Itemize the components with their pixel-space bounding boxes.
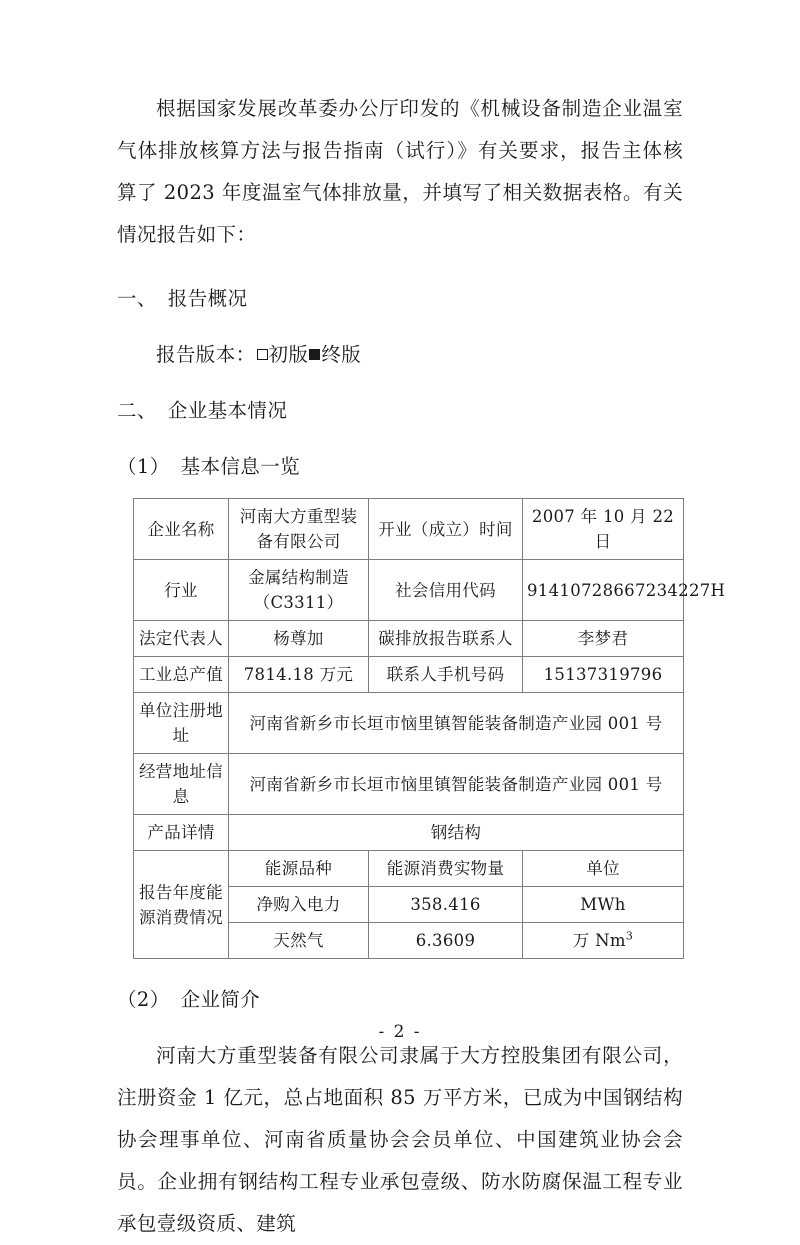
cell-legal-rep-label: 法定代表人 — [134, 621, 229, 657]
cell-phone-label: 联系人手机号码 — [369, 657, 523, 693]
cell-energy-row2-unit — [523, 923, 684, 959]
energy-unit-prefix: 万 Nm — [572, 931, 626, 950]
cell-output-value-value: 7814.18 万元 — [229, 657, 369, 693]
section-heading-one — [117, 278, 683, 320]
cell-business-address-value: 河南省新乡市长垣市恼里镇智能装备制造产业园 001 号 — [229, 754, 684, 815]
table-row — [134, 621, 684, 657]
report-version-line — [117, 334, 683, 376]
cell-energy-row2-type: 天然气 — [229, 923, 369, 959]
intro-paragraph: 根据国家发展改革委办公厅印发的《机械设备制造企业温室气体排放核算方法与报告指南（试行）》有关要求，报告主体核算了 2023 年度温室气体排放量，并填写了相关数据表格。有关情况报告如下： — [117, 97, 683, 246]
cell-output-value-label: 工业总产值 — [134, 657, 229, 693]
cell-legal-rep-value: 杨尊加 — [229, 621, 369, 657]
checkbox-final-version[interactable] — [309, 349, 320, 360]
cell-phone-value: 15137319796 — [523, 657, 684, 693]
spacer — [117, 264, 683, 278]
cell-energy-header-unit: 单位 — [523, 851, 684, 887]
cell-energy-header-type: 能源品种 — [229, 851, 369, 887]
subsection-one-number: （1） — [117, 455, 170, 478]
cell-energy-label: 报告年度能源消费情况 — [134, 851, 229, 959]
spacer — [117, 376, 683, 390]
cell-company-name-label: 企业名称 — [134, 499, 229, 560]
page-content — [117, 88, 726, 1245]
table-row — [134, 754, 684, 815]
table-row — [134, 657, 684, 693]
spacer — [117, 959, 683, 979]
cell-energy-header-amount: 能源消费实物量 — [369, 851, 523, 887]
cell-registered-address-label: 单位注册地址 — [134, 693, 229, 754]
section-two-number: 二、 — [117, 399, 157, 422]
cell-contact-label: 碳排放报告联系人 — [369, 621, 523, 657]
cell-product-value: 钢结构 — [229, 815, 684, 851]
cell-credit-code-label: 社会信用代码 — [369, 560, 523, 621]
cell-registered-address-value: 河南省新乡市长垣市恼里镇智能装备制造产业园 001 号 — [229, 693, 684, 754]
table-row — [134, 815, 684, 851]
cell-energy-row1-unit: MWh — [523, 887, 684, 923]
spacer — [117, 320, 683, 334]
cell-open-date-value: 2007 年 10 月 22 日 — [523, 499, 684, 560]
cell-energy-row2-amount: 6.3609 — [369, 923, 523, 959]
cell-company-name-value: 河南大方重型装备有限公司 — [229, 499, 369, 560]
report-version-final-label: 终版 — [321, 343, 362, 366]
cell-industry-value: 金属结构制造（C3311） — [229, 560, 369, 621]
subsection-two-number: （2） — [117, 988, 170, 1011]
subsection-heading-one — [117, 446, 683, 488]
table-row — [134, 499, 684, 560]
page-footer: - 2 - — [378, 1022, 422, 1042]
section-heading-two — [117, 390, 683, 432]
cell-credit-code-value: 91410728667234227H — [523, 560, 684, 621]
cell-product-label: 产品详情 — [134, 815, 229, 851]
company-profile-paragraph: 河南大方重型装备有限公司隶属于大方控股集团有限公司，注册资金 1 亿元，总占地面积 85 万平方米，已成为中国钢结构协会理事单位、河南省质量协会会员单位、中国建筑业协会会员。企业拥有钢结构工程专业承包壹级、防水防腐保温工程专业承包壹级资质、建筑 — [117, 1044, 683, 1235]
cell-energy-row1-amount: 358.416 — [369, 887, 523, 923]
basic-information-table — [133, 498, 726, 959]
cell-contact-value: 李梦君 — [523, 621, 684, 657]
cell-industry-label: 行业 — [134, 560, 229, 621]
section-one-number: 一、 — [117, 287, 157, 310]
energy-unit-superscript: 3 — [625, 929, 634, 943]
spacer — [117, 432, 683, 446]
table-row — [134, 693, 684, 754]
cell-business-address-label: 经营地址信息 — [134, 754, 229, 815]
table-row — [134, 560, 684, 621]
checkbox-initial-version[interactable] — [257, 349, 268, 360]
subsection-one-title: 基本信息一览 — [180, 455, 301, 478]
table-row — [134, 851, 684, 887]
cell-energy-row1-type: 净购入电力 — [229, 887, 369, 923]
subsection-heading-two — [117, 979, 683, 1021]
subsection-two-title: 企业简介 — [180, 988, 261, 1011]
section-two-title: 企业基本情况 — [167, 399, 288, 422]
report-version-initial-label: 初版 — [268, 343, 309, 366]
cell-open-date-label: 开业（成立）时间 — [369, 499, 523, 560]
section-one-title: 报告概况 — [167, 287, 248, 310]
report-version-label: 报告版本： — [156, 343, 256, 366]
